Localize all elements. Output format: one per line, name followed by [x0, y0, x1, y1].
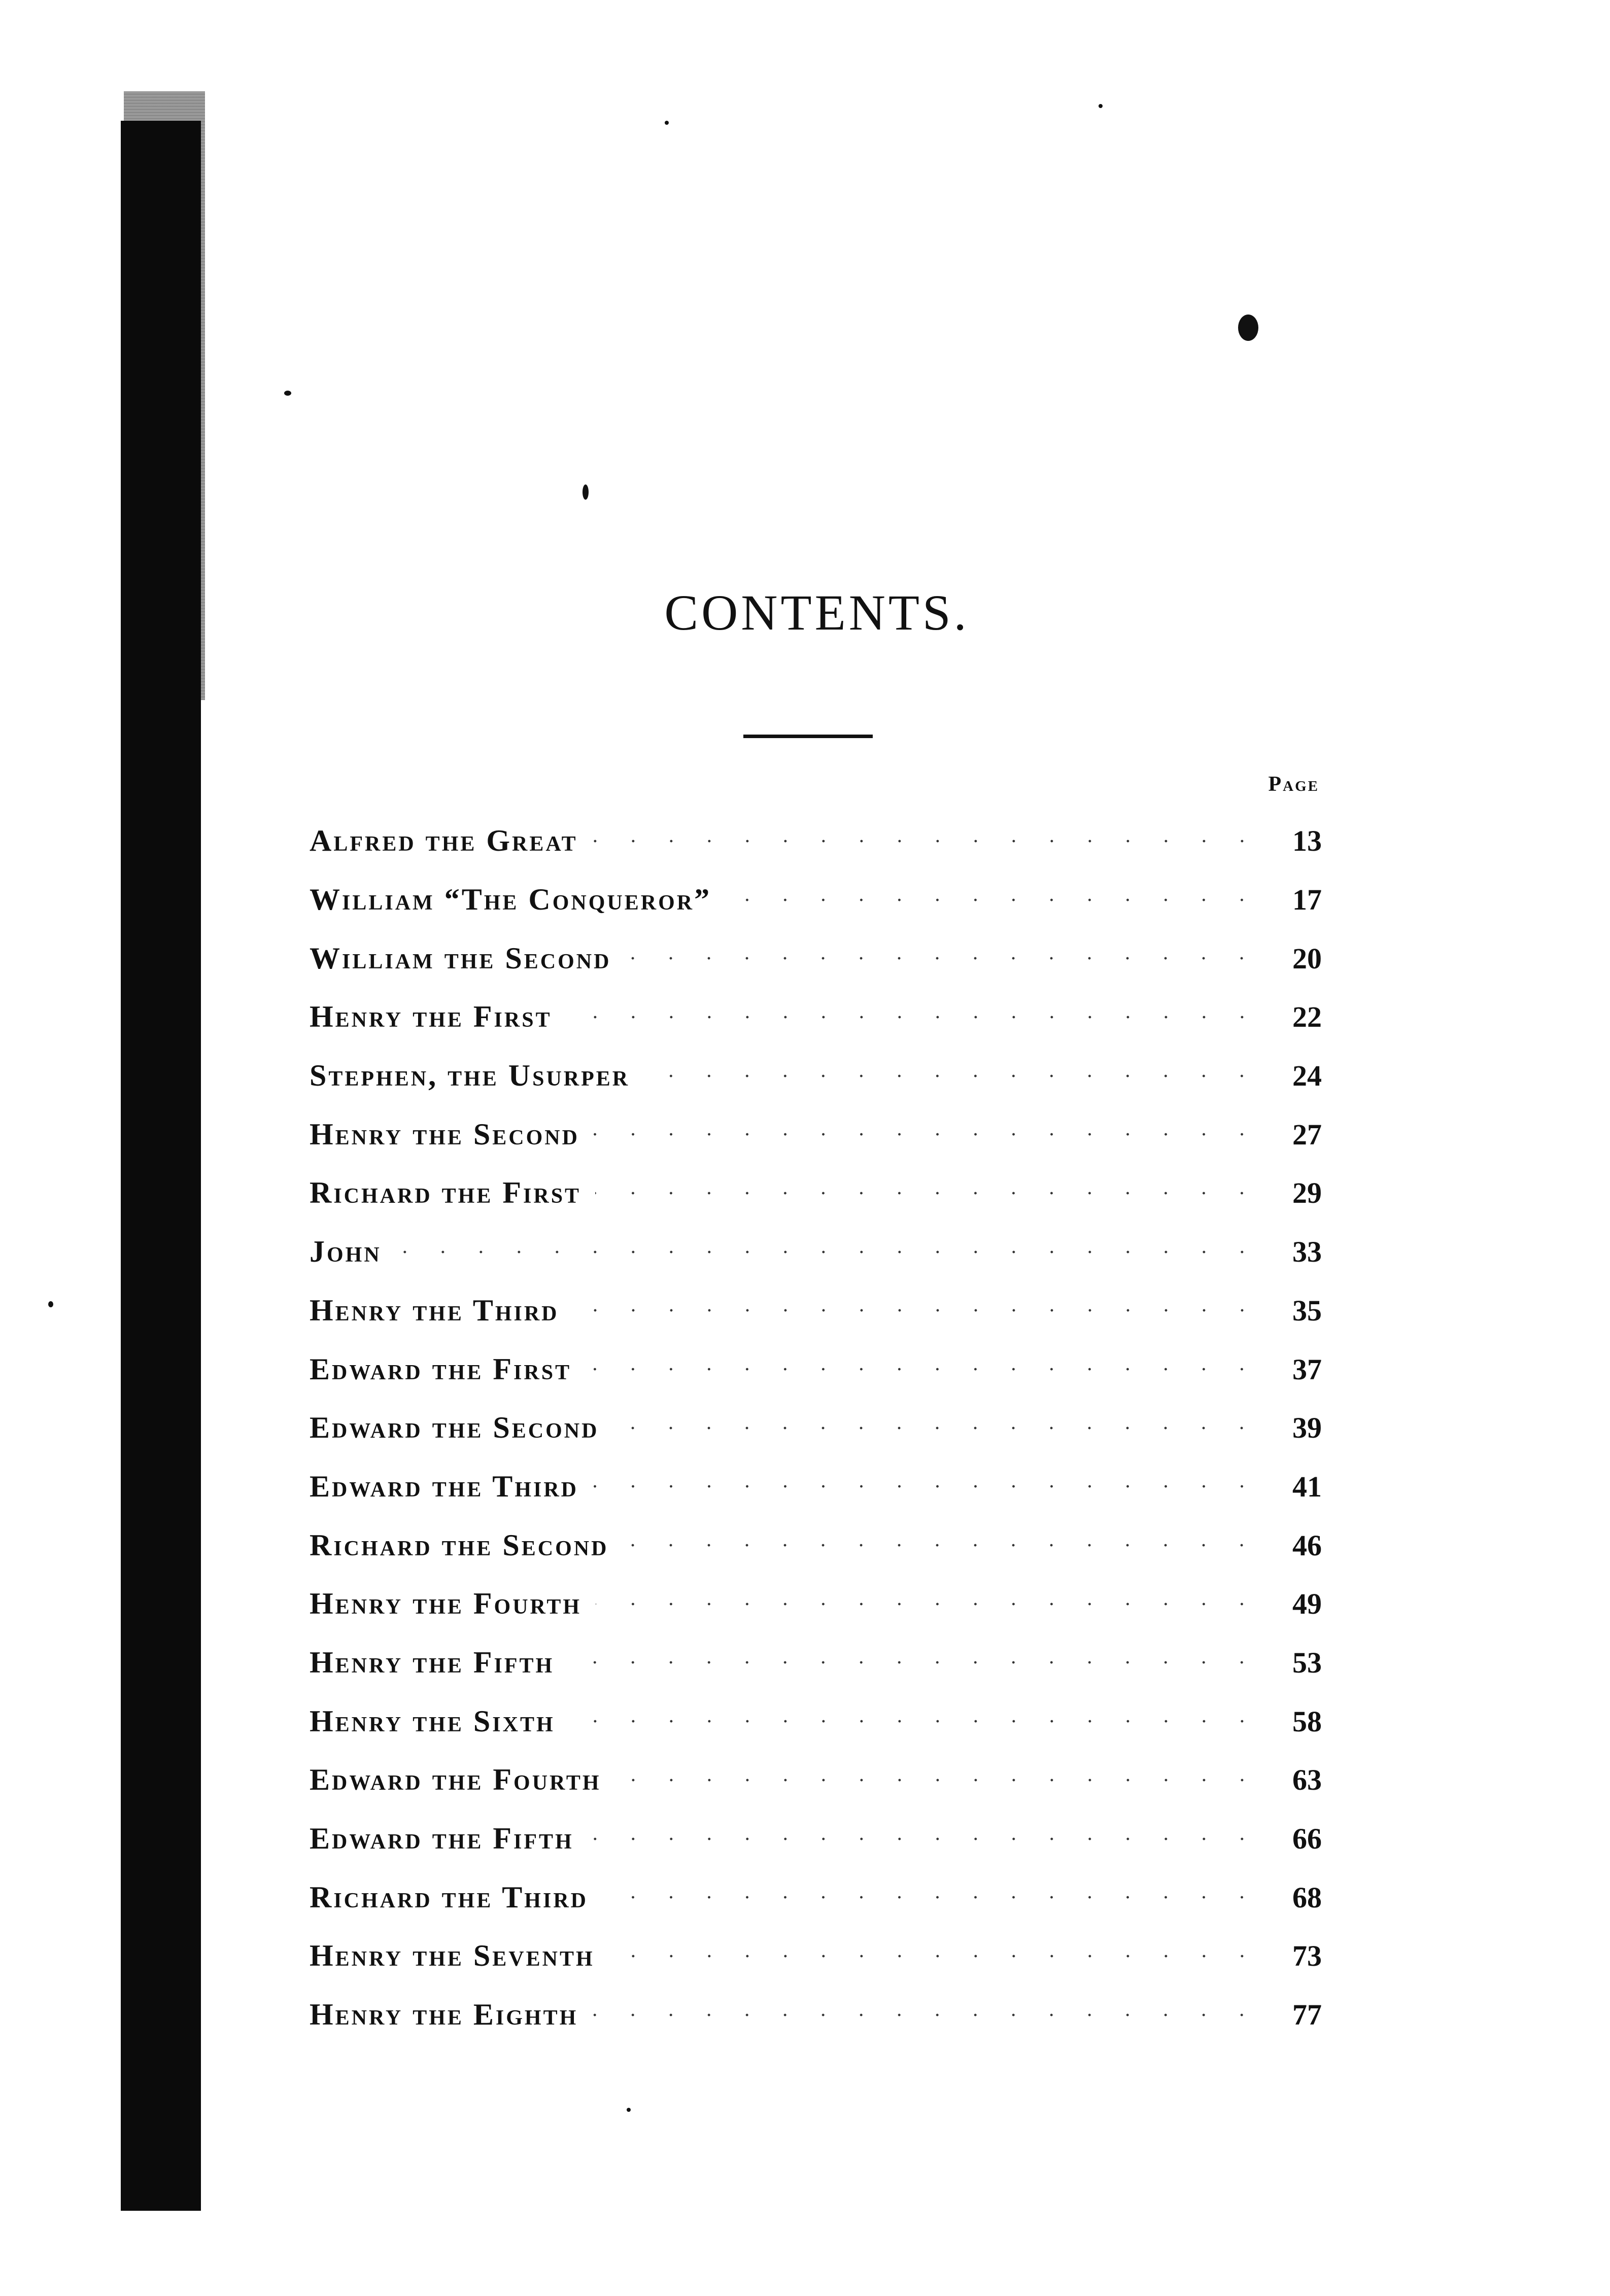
table-of-contents — [310, 812, 1322, 2044]
ink-speck — [665, 121, 669, 125]
ink-speck — [583, 484, 589, 500]
toc-entry-page: 39 — [1292, 1411, 1322, 1445]
toc-entry-page: 73 — [1292, 1939, 1322, 1973]
toc-entry-title: Henry the Fourth — [310, 1587, 582, 1621]
toc-entry-title: Richard the Second — [310, 1528, 609, 1562]
dot-leader — [573, 1309, 1261, 1312]
toc-entry-title: Edward the Second — [310, 1411, 599, 1445]
dot-leader — [596, 1603, 1261, 1606]
toc-entry — [310, 1986, 1322, 2044]
toc-entry-page: 29 — [1292, 1176, 1322, 1210]
ink-speck — [1238, 315, 1258, 341]
toc-entry-page: 27 — [1292, 1118, 1322, 1151]
toc-entry-page: 24 — [1292, 1059, 1322, 1093]
toc-entry-title: William the Second — [310, 941, 611, 975]
toc-entry-page: 49 — [1292, 1587, 1322, 1621]
toc-entry — [310, 1340, 1322, 1399]
ink-speck — [1099, 104, 1103, 108]
toc-entry — [310, 1223, 1322, 1281]
toc-entry — [310, 1516, 1322, 1575]
toc-entry-page: 35 — [1292, 1294, 1322, 1327]
toc-entry — [310, 1927, 1322, 1986]
toc-entry-title: William “The Conqueror” — [310, 883, 712, 917]
dot-leader — [623, 1544, 1261, 1547]
toc-entry — [310, 1692, 1322, 1751]
dot-leader — [586, 1368, 1261, 1371]
toc-entry-page: 37 — [1292, 1352, 1322, 1386]
dot-leader — [566, 1016, 1261, 1019]
dot-leader — [592, 2013, 1261, 2016]
toc-entry-page: 66 — [1292, 1822, 1322, 1856]
toc-entry-title: John — [310, 1235, 382, 1269]
dot-leader — [625, 957, 1261, 960]
toc-entry — [310, 1399, 1322, 1457]
toc-entry-title: Alfred the Great — [310, 824, 578, 858]
dot-leader — [568, 1661, 1261, 1664]
dot-leader — [602, 1896, 1261, 1899]
toc-entry-page: 20 — [1292, 942, 1322, 975]
dot-leader — [726, 898, 1261, 901]
page-column-label: Page — [1268, 773, 1319, 796]
toc-entry-page: 33 — [1292, 1235, 1322, 1269]
dot-leader — [609, 1955, 1261, 1958]
ink-speck — [284, 391, 291, 396]
toc-entry-title: Edward the Fourth — [310, 1763, 601, 1797]
toc-entry — [310, 1105, 1322, 1164]
toc-entry-page: 68 — [1292, 1881, 1322, 1914]
toc-entry-title: Stephen, the Usurper — [310, 1059, 630, 1093]
toc-entry-title: Edward the First — [310, 1352, 572, 1386]
toc-entry — [310, 1457, 1322, 1516]
ink-speck — [48, 1301, 53, 1307]
toc-entry — [310, 871, 1322, 929]
toc-entry-title: Edward the Fifth — [310, 1822, 574, 1856]
dot-leader — [644, 1074, 1261, 1077]
page-heading: CONTENTS. — [664, 584, 970, 641]
toc-entry — [310, 929, 1322, 988]
toc-entry-page: 17 — [1292, 883, 1322, 917]
dot-leader — [613, 1427, 1261, 1430]
toc-entry — [310, 1633, 1322, 1692]
dot-leader — [396, 1250, 1261, 1254]
toc-entry — [310, 1810, 1322, 1868]
toc-entry-title: Henry the Fifth — [310, 1645, 555, 1679]
toc-entry — [310, 1751, 1322, 1810]
toc-entry-title: Henry the First — [310, 1000, 552, 1034]
toc-entry — [310, 1047, 1322, 1105]
toc-entry-title: Henry the Seventh — [310, 1939, 595, 1973]
book-spine-shadow — [121, 121, 201, 2211]
toc-entry-page: 63 — [1292, 1763, 1322, 1797]
dot-leader — [569, 1720, 1261, 1723]
toc-entry-page: 46 — [1292, 1528, 1322, 1562]
dot-leader — [615, 1779, 1261, 1782]
toc-entry-page: 22 — [1292, 1000, 1322, 1034]
dot-leader — [594, 1133, 1261, 1136]
toc-entry-title: Henry the Eighth — [310, 1998, 578, 2032]
toc-entry-page: 77 — [1292, 1998, 1322, 2032]
toc-entry-page: 13 — [1292, 824, 1322, 858]
ink-speck — [627, 2108, 631, 2112]
toc-entry-title: Henry the Second — [310, 1117, 579, 1151]
toc-entry-title: Henry the Third — [310, 1293, 559, 1327]
toc-entry-page: 53 — [1292, 1646, 1322, 1679]
dot-leader — [592, 840, 1261, 843]
toc-entry-title: Henry the Sixth — [310, 1704, 555, 1738]
dot-leader — [593, 1485, 1261, 1488]
toc-entry — [310, 1281, 1322, 1340]
toc-entry-title: Edward the Third — [310, 1469, 578, 1503]
dot-leader — [595, 1192, 1261, 1195]
toc-entry-title: Richard the First — [310, 1176, 581, 1210]
dot-leader — [588, 1837, 1261, 1840]
heading-rule — [743, 735, 873, 738]
toc-entry — [310, 1575, 1322, 1633]
toc-entry-page: 58 — [1292, 1704, 1322, 1738]
toc-entry-page: 41 — [1292, 1470, 1322, 1503]
toc-entry-title: Richard the Third — [310, 1880, 588, 1914]
toc-entry — [310, 988, 1322, 1047]
toc-entry — [310, 812, 1322, 871]
toc-entry — [310, 1164, 1322, 1223]
toc-entry — [310, 1868, 1322, 1927]
